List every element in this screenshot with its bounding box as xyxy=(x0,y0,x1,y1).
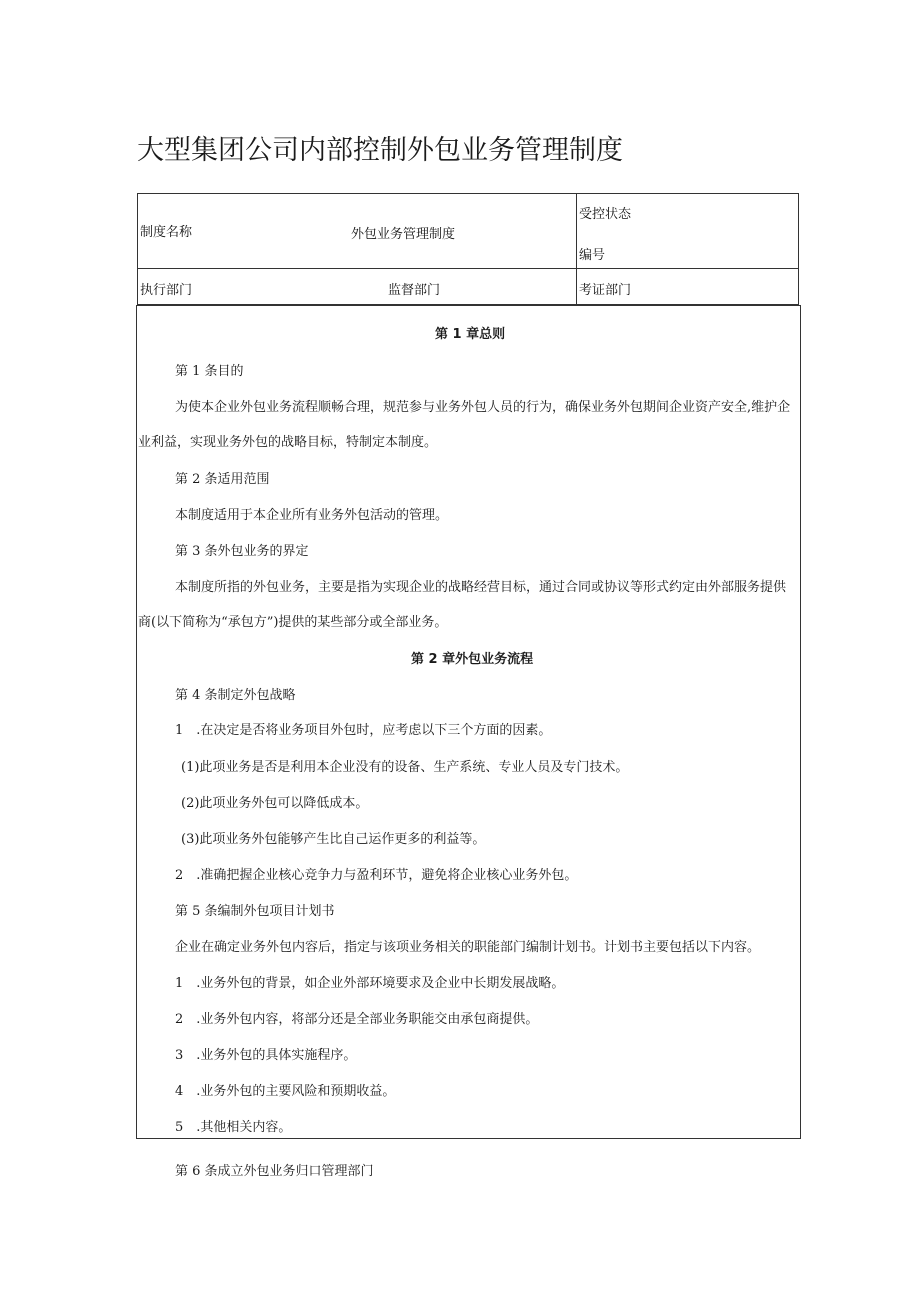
article-4-item-1: 1 .在决定是否将业务项目外包时，应考虑以下三个方面的因素。 xyxy=(175,723,552,738)
article-1-text-line-1: 为使本企业外包业务流程顺畅合理，规范参与业务外包人员的行为，确保业务外包期间企业资产安全,维护企 xyxy=(175,400,791,415)
supervise-dept-label: 监督部门 xyxy=(388,283,441,298)
policy-name-value: 外包业务管理制度 xyxy=(351,227,456,242)
article-5-item-2: 2 .业务外包内容，将部分还是全部业务职能交由承包商提供。 xyxy=(175,1012,539,1027)
article-4-subitem-1: (1)此项业务是否是利用本企业没有的设备、生产系统、专业人员及专门技术。 xyxy=(181,760,629,775)
policy-info-table xyxy=(137,193,799,305)
column-divider xyxy=(576,194,577,304)
article-3-text-line-1: 本制度所指的外包业务，主要是指为实现企业的战略经营目标，通过合同或协议等形式约定由外部服务提供 xyxy=(175,580,787,595)
chapter-1-heading: 第 1 章总则 xyxy=(435,327,506,342)
article-4-subitem-2: (2)此项业务外包可以降低成本。 xyxy=(181,796,369,811)
chapter-2-heading: 第 2 章外包业务流程 xyxy=(411,652,534,667)
article-4-subitem-3: (3)此项业务外包能够产生比自己运作更多的利益等。 xyxy=(181,832,486,847)
policy-name-label: 制度名称 xyxy=(140,225,193,240)
article-2-text: 本制度适用于本企业所有业务外包活动的管理。 xyxy=(175,508,449,523)
control-status-label: 受控状态 xyxy=(579,207,632,222)
article-6-title: 第 6 条成立外包业务归口管理部门 xyxy=(175,1164,374,1179)
assess-dept-label: 考证部门 xyxy=(579,283,632,298)
article-5-item-3: 3 .业务外包的具体实施程序。 xyxy=(175,1048,357,1063)
article-1-title: 第 1 条目的 xyxy=(175,364,244,379)
article-3-title: 第 3 条外包业务的界定 xyxy=(175,544,309,559)
article-5-item-1: 1 .业务外包的背景，如企业外部环境要求及企业中长期发展战略。 xyxy=(175,976,565,991)
article-5-text: 企业在确定业务外包内容后，指定与该项业务相关的职能部门编制计划书。计划书主要包括以下内容。 xyxy=(175,940,761,955)
article-4-item-2: 2 .准确把握企业核心竞争力与盈利环节，避免将企业核心业务外包。 xyxy=(175,868,578,883)
article-3-text-line-2: 商(以下简称为“承包方”)提供的某些部分或全部业务。 xyxy=(138,615,448,630)
article-5-title: 第 5 条编制外包项目计划书 xyxy=(175,904,335,919)
article-5-item-5: 5 .其他相关内容。 xyxy=(175,1120,292,1135)
exec-dept-label: 执行部门 xyxy=(140,283,193,298)
page-title: 大型集团公司内部控制外包业务管理制度 xyxy=(137,135,623,166)
number-label: 编号 xyxy=(579,248,606,263)
article-4-title: 第 4 条制定外包战略 xyxy=(175,688,296,703)
row-divider xyxy=(138,268,798,269)
article-2-title: 第 2 条适用范围 xyxy=(175,472,270,487)
article-1-text-line-2: 业利益，实现业务外包的战略目标，特制定本制度。 xyxy=(138,435,438,450)
article-5-item-4: 4 .业务外包的主要风险和预期收益。 xyxy=(175,1084,396,1099)
